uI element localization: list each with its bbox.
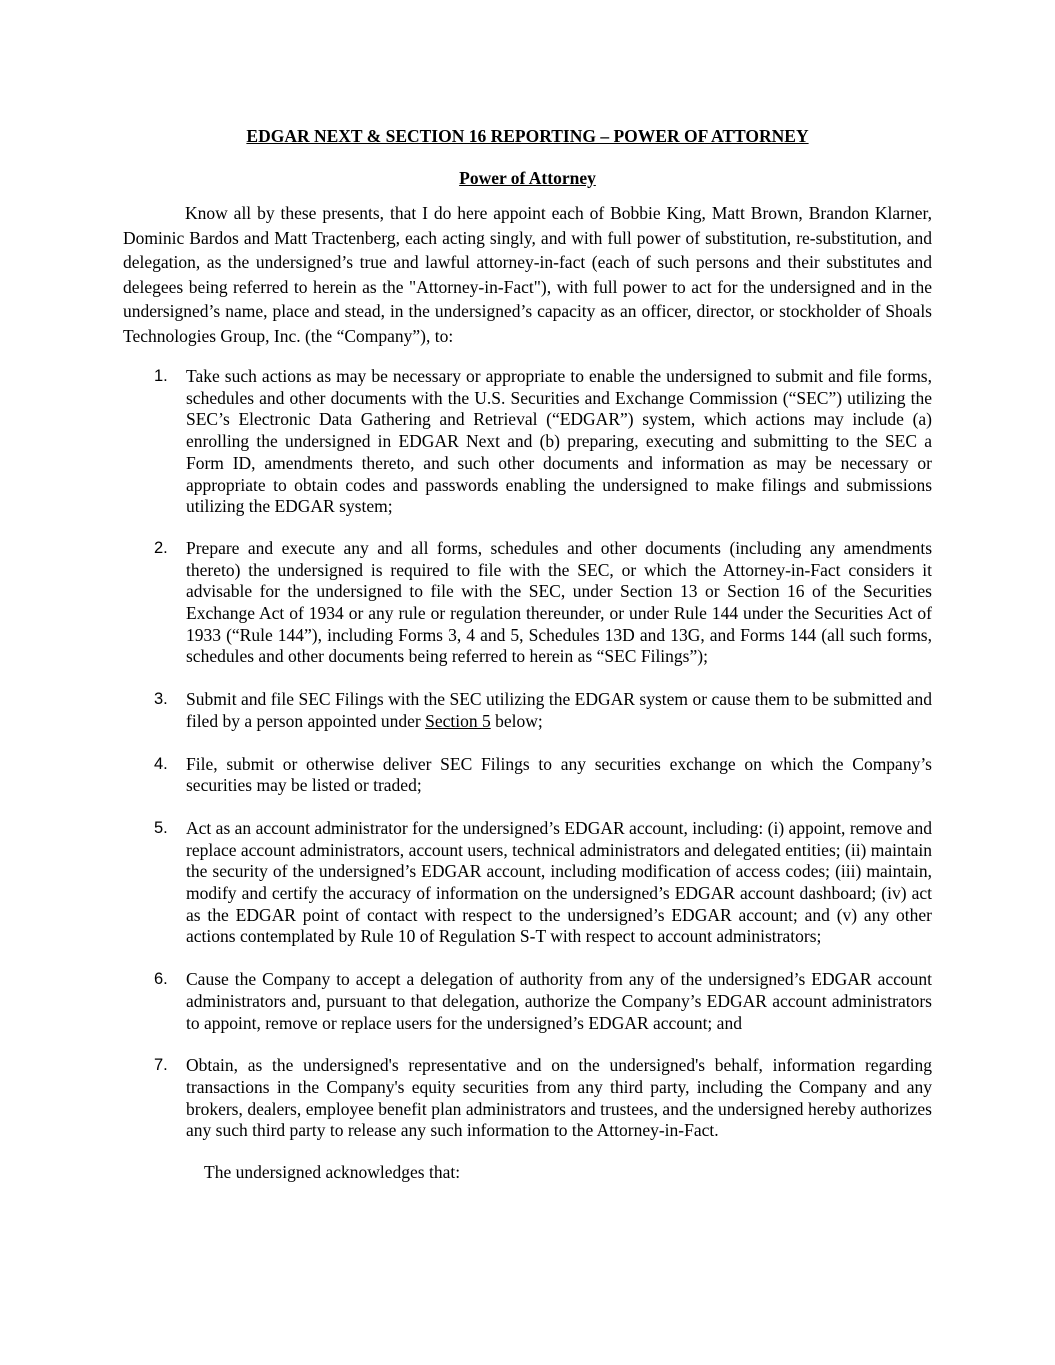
list-item-number: 4. — [154, 754, 168, 773]
list-item — [123, 818, 932, 948]
document-subtitle: Power of Attorney — [459, 168, 596, 188]
powers-list — [123, 366, 932, 1142]
list-item-number: 6. — [154, 970, 168, 989]
list-item-text: Act as an account administrator for the undersigned’s EDGAR account, including: (i) appoint, remove and replace account administrators, account users, technical administrators and delegated entities; (ii) maintain the security of the undersigned’s EDGAR account, including modification of access codes; (iii) maintain, modify and certify the accuracy of information on the undersigned’s EDGAR account dashboard; (iv) act as the EDGAR point of contact with respect to the undersigned’s EDGAR account; and (v) any other actions contemplated by Rule 10 of Regulation S-T with respect to account administrators; — [186, 817, 932, 947]
list-item-text: Submit and file SEC Filings with the SEC utilizing the EDGAR system or cause them to be submitted and filed by a person appointed under — [186, 689, 932, 731]
list-item-text: Prepare and execute any and all forms, schedules and other documents (including any amendments thereto) the undersigned is required to file with the SEC, or which the Attorney-in-Fact considers it advisable for the undersigned to file with the SEC, under Section 13 or Section 16 of the Securities Exchange Act of 1934 or any rule or regulation thereunder, or under Rule 144 under the Securities Act of 1933 (“Rule 144”), including Forms 3, 4 and 5, Schedules 13D and 13G, and Forms 144 (all such forms, schedules and other documents being referred to herein as “SEC Filings”); — [186, 537, 932, 667]
list-item-number: 2. — [154, 538, 168, 557]
document-page — [123, 124, 932, 1183]
list-item-text: Cause the Company to accept a delegation of authority from any of the undersigned’s EDGAR account administrators and, pursuant to that delegation, authorize the Company’s EDGAR account administrators to appoint, remove or replace users for the undersigned’s EDGAR account; and — [186, 969, 932, 1033]
intro-paragraph: Know all by these presents, that I do here appoint each of Bobbie King, Matt Brown, Brandon Klarner, Dominic Bardos and Matt Tractenberg, each acting singly, and with full power of substitution, re-substitution, and delegation, as the undersigned’s true and lawful attorney-in-fact (each of such persons and their substitutes and delegees being referred to herein as the "Attorney-in-Fact"), with full power to act for the undersigned and in the undersigned’s name, place and stead, in the undersigned’s capacity as an officer, director, or stockholder of Shoals Technologies Group, Inc. (the “Company”), to: — [123, 203, 932, 346]
list-item-number: 5. — [154, 818, 168, 837]
list-item-number: 7. — [154, 1056, 168, 1075]
list-item — [123, 689, 932, 732]
list-item-number: 1. — [154, 367, 168, 385]
document-title: EDGAR NEXT & SECTION 16 REPORTING – POWER OF ATTORNEY — [246, 126, 809, 146]
list-item — [123, 366, 932, 518]
acknowledgement-paragraph: The undersigned acknowledges that: — [204, 1162, 461, 1183]
list-item-text-tail: below; — [495, 710, 543, 731]
list-item-text: Obtain, as the undersigned's representative and on the undersigned's behalf, information regarding transactions in the Company's equity securities from any third party, including the Company and any brokers, dealers, employee benefit plan administrators and trustees, and the undersigned hereby authorizes any such third party to release any such information to the Attorney-in-Fact. — [186, 1055, 932, 1141]
list-item — [123, 754, 932, 797]
section-5-reference: Section 5 — [425, 710, 491, 731]
list-item-number: 3. — [154, 690, 168, 709]
list-item-text: File, submit or otherwise deliver SEC Filings to any securities exchange on which the Company’s securities may be listed or traded; — [186, 753, 932, 796]
list-item — [123, 969, 932, 1034]
list-item-text: Take such actions as may be necessary or appropriate to enable the undersigned to submit and file forms, schedules and other documents with the U.S. Securities and Exchange Commission (“SEC”) utilizing the SEC’s Electronic Data Gathering and Retrieval (“EDGAR”) system, which actions may include (a) enrolling the undersigned in EDGAR Next and (b) preparing, executing and submitting to the SEC a Form ID, amendments thereto, and such other documents and information as may be necessary or appropriate to obtain codes and passwords enabling the undersigned to make filings and submissions utilizing the EDGAR system; — [186, 366, 932, 517]
list-item — [123, 1055, 932, 1142]
list-item — [123, 538, 932, 668]
